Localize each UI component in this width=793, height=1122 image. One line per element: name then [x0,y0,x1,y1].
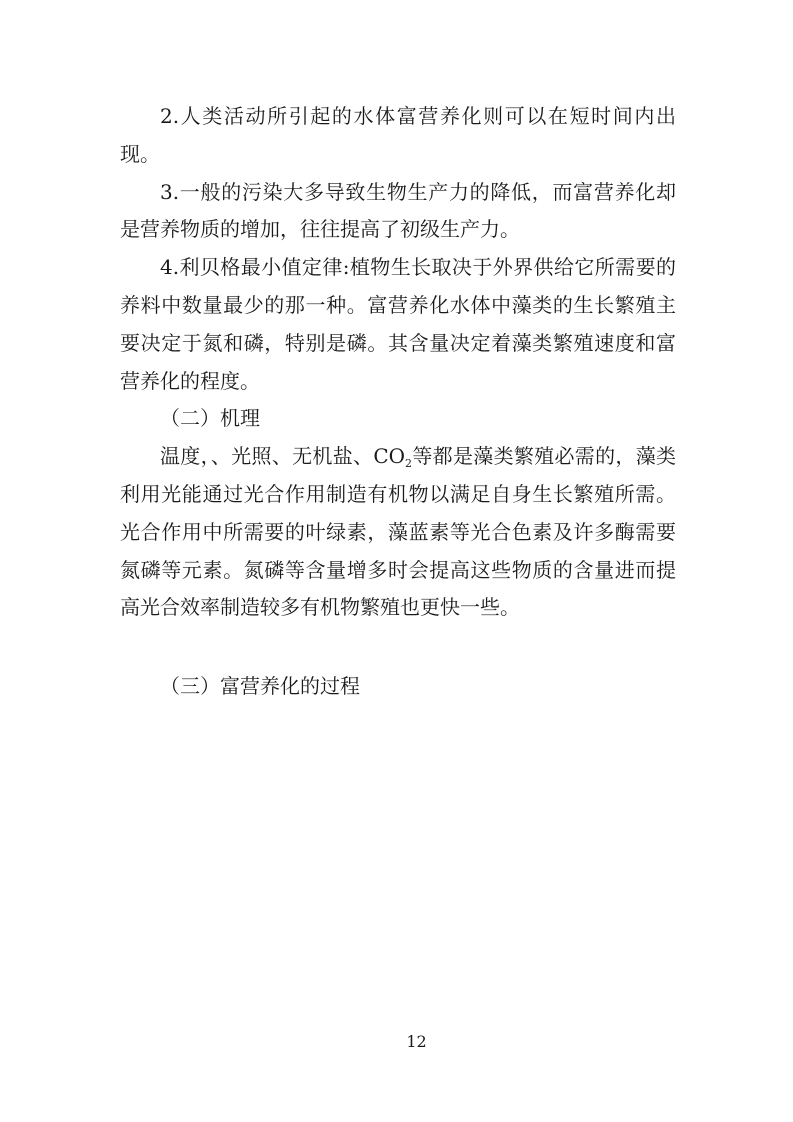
paragraph-human-activity: 2.人类活动所引起的水体富营养化则可以在短时间内出现。 [120,104,676,166]
mechanism-text-start: 温度，、光照、无机盐、CO [160,444,406,469]
mechanism-text-end: 等都是藻类繁殖必需的，藻类利用光能通过光合作用制造有机物以满足自身生长繁殖所需。光合作用中所需要的叶绿素，藻蓝素等光合色素及许多酶需要氮磷等元素。氮磷等含量增多时会提高这些物质的含量进而提高光合效率制造较多有机物繁殖也更快一些。 [120,444,676,620]
paragraph-mechanism [120,438,676,627]
section-heading-mechanism: （二）机理 [160,406,260,431]
paragraph-productivity: 3.一般的污染大多导致生物生产力的降低，而富营养化却是营养物质的增加，往往提高了初级生产力。 [120,179,676,242]
body-text [120,98,676,706]
page-number: 12 [406,1032,427,1051]
co2-subscript: 2 [405,457,413,471]
section-heading-process: （三）富营养化的过程 [160,674,360,699]
paragraph-liebig-law: 4.利贝格最小值定律:植物生长取决于外界供给它所需要的养料中数量最少的那一种。富营养化水体中藻类的生长繁殖主要决定于氮和磷，特别是磷。其含量决定着藻类繁殖速度和富营养化的程度。 [120,255,676,393]
